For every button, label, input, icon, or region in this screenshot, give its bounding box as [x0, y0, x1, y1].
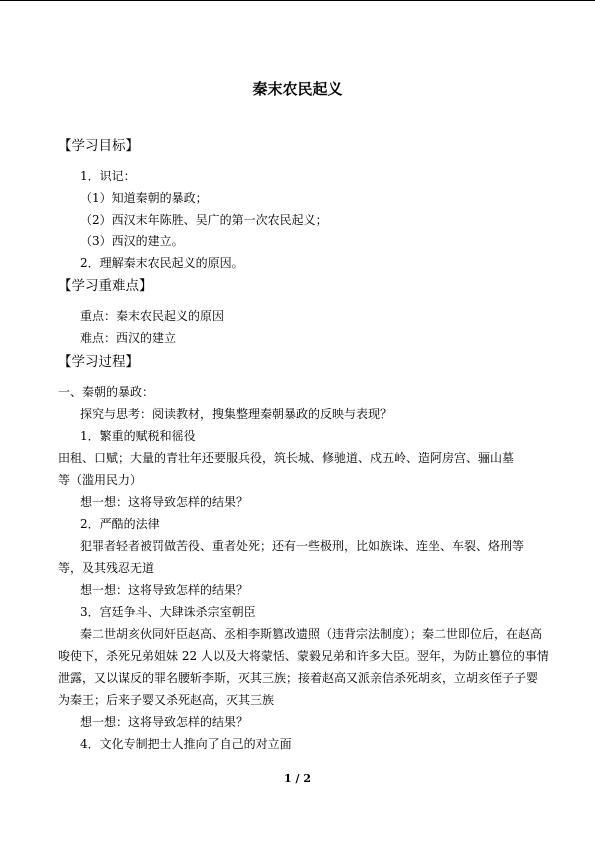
process-line: 2．严酷的法律	[80, 517, 160, 531]
top-border-line	[0, 0, 595, 1]
page-title: 秦末农民起义	[252, 80, 343, 98]
section-heading-goals: 【学习目标】	[58, 138, 139, 154]
key-point: 重点：秦末农民起义的原因	[80, 309, 225, 323]
section-heading-process: 【学习过程】	[58, 354, 139, 370]
process-line: 想一想：这将导致怎样的结果？	[80, 583, 249, 597]
page-number: 1 / 2	[284, 772, 311, 785]
process-line: 为秦王；后来子婴又杀死赵高，灭其三族	[58, 693, 275, 707]
process-line: 想一想：这将导致怎样的结果？	[80, 715, 249, 729]
process-line: 唆使下，杀死兄弟姐妹 22 人以及大将蒙恬、蒙毅兄弟和许多大臣。翌年，为防止篡位的事情	[58, 649, 549, 663]
goal-item: （3）西汉的建立。	[80, 234, 184, 248]
process-line: 探究与思考：阅读教材，搜集整理秦朝暴政的反映与表现？	[80, 407, 393, 421]
process-line: 4．文化专制把士人推向了自己的对立面	[80, 737, 292, 751]
process-line: 3．宫廷争斗、大肆诛杀宗室朝臣	[80, 605, 256, 619]
key-point: 难点：西汉的建立	[80, 331, 177, 345]
goal-item: （1）知道秦朝的暴政；	[80, 191, 208, 205]
process-line: 犯罪者轻者被罚做苦役、重者处死；还有一些极刑，比如族诛、连坐、车裂、烙刑等	[80, 539, 525, 553]
process-line: 泄露，又以谋反的罪名腰斩李斯，灭其三族；接着赵高又派亲信杀死胡亥，立胡亥侄子子婴	[58, 671, 539, 685]
goal-item: 1．识记：	[80, 169, 136, 183]
process-line: 想一想：这将导致怎样的结果？	[80, 495, 249, 509]
goal-item: （2）西汉末年陈胜、吴广的第一次农民起义；	[80, 213, 328, 227]
process-line: 等（滥用民力）	[58, 473, 143, 487]
goal-item: 2．理解秦末农民起义的原因。	[80, 256, 244, 270]
section-heading-key-points: 【学习重难点】	[58, 278, 153, 294]
process-line: 等，及其残忍无道	[58, 561, 155, 575]
process-heading: 一、秦朝的暴政：	[58, 385, 155, 399]
process-line: 秦二世胡亥伙同奸臣赵高、丞相李斯篡改遗照（违背宗法制度）；秦二世即位后，在赵高	[80, 627, 543, 641]
process-line: 田租、口赋；大量的青壮年还要服兵役，筑长城、修驰道、戍五岭、造阿房宫、骊山墓	[58, 451, 515, 465]
process-line: 1．繁重的赋税和徭役	[80, 429, 196, 443]
